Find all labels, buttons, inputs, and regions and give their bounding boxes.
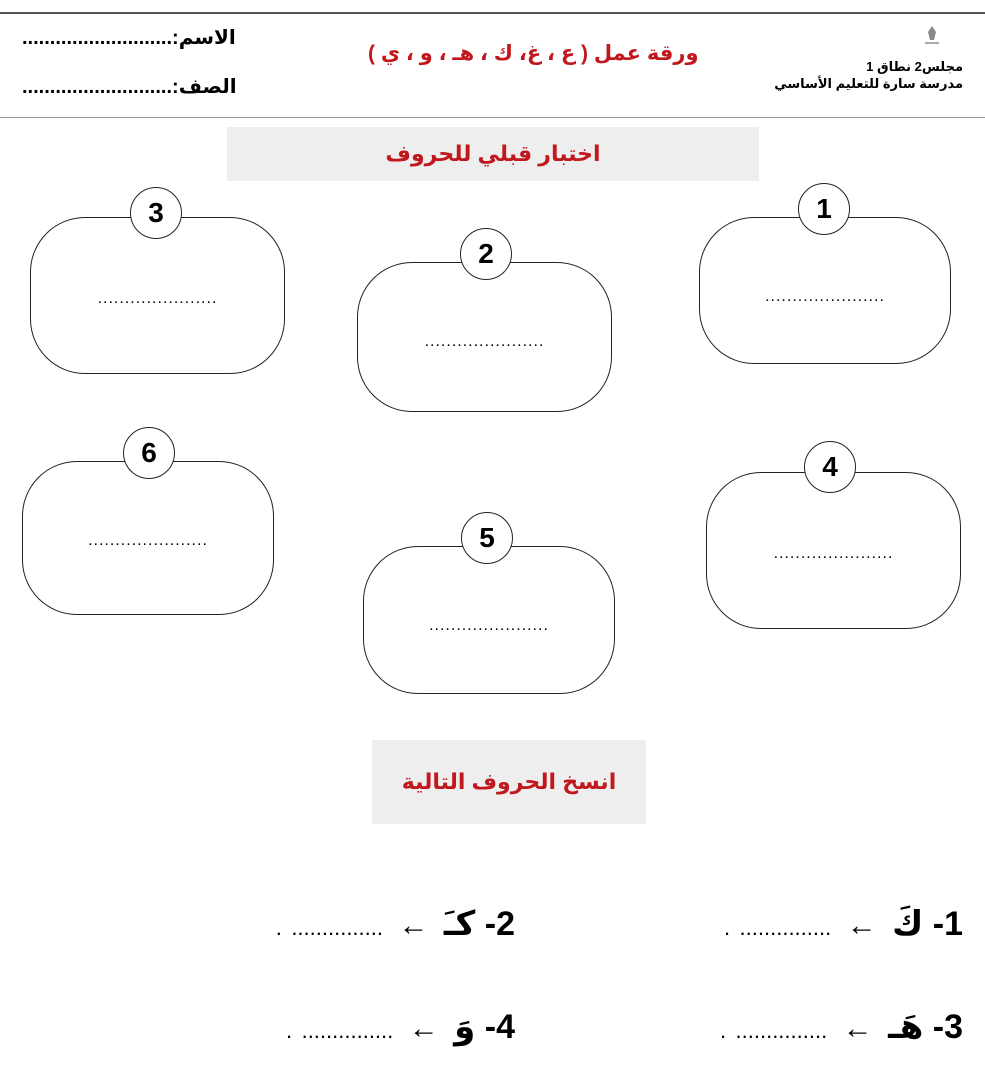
copy-letter-1: 1- كَ xyxy=(892,905,963,943)
school-name: مدرسة سارة للتعليم الأساسي xyxy=(774,76,963,91)
class-blank: ........................... xyxy=(22,76,173,98)
copy-item-3 xyxy=(720,1007,963,1047)
school-emblem-icon xyxy=(922,24,942,53)
copy-letter-3: 3- هَـ xyxy=(888,1008,963,1046)
answer-blank-3: ...................... xyxy=(97,290,218,307)
class-field[interactable] xyxy=(22,74,237,99)
arrow-icon: ← xyxy=(408,1012,439,1045)
name-label: الاسم: xyxy=(172,27,236,49)
copy-blank-4[interactable]: ............... xyxy=(301,1018,394,1043)
arrow-icon: ← xyxy=(842,1012,873,1045)
copy-item-2 xyxy=(276,904,515,944)
copy-letter-4: 4- وَ xyxy=(454,1008,515,1046)
box-number-4: 4 xyxy=(804,441,856,493)
copy-blank-2[interactable]: ............... xyxy=(291,915,383,940)
council-label: مجلس2 نطاق 1 xyxy=(866,59,963,74)
name-field[interactable] xyxy=(22,25,236,50)
copy-title-banner xyxy=(372,740,646,824)
pretest-title: اختبار قبلي للحروف xyxy=(385,141,601,166)
copy-item-1 xyxy=(724,904,963,944)
top-border xyxy=(0,12,985,14)
box-number-3: 3 xyxy=(130,187,182,239)
school-info xyxy=(743,58,963,92)
answer-blank-4: ...................... xyxy=(773,545,894,562)
worksheet-title: ورقة عمل ( ع ، غ، ك ، هـ ، و ، ي ) xyxy=(368,42,699,65)
box-number-1: 1 xyxy=(798,183,850,235)
end-dot: . xyxy=(286,1018,293,1043)
end-dot: . xyxy=(275,915,282,940)
answer-blank-1: ...................... xyxy=(765,288,885,305)
end-dot: . xyxy=(719,1018,727,1043)
arrow-icon: ← xyxy=(846,909,877,942)
arrow-icon: ← xyxy=(398,909,429,942)
copy-title: انسخ الحروف التالية xyxy=(401,769,617,794)
name-blank: ........................... xyxy=(22,27,173,49)
pretest-title-banner xyxy=(227,127,759,181)
class-label: الصف: xyxy=(172,76,237,98)
copy-blank-3[interactable]: ............... xyxy=(735,1018,828,1043)
box-number-2: 2 xyxy=(460,228,512,280)
answer-blank-6: ...................... xyxy=(88,532,208,549)
answer-blank-5: ...................... xyxy=(429,617,549,634)
end-dot: . xyxy=(723,915,731,940)
box-number-6: 6 xyxy=(123,427,175,479)
copy-blank-1[interactable]: ............... xyxy=(739,915,832,940)
copy-letter-2: 2- كـَ xyxy=(443,905,515,943)
header-divider xyxy=(0,117,985,118)
answer-blank-2: ...................... xyxy=(424,333,545,350)
box-number-5: 5 xyxy=(461,512,513,564)
copy-item-4 xyxy=(286,1007,515,1047)
